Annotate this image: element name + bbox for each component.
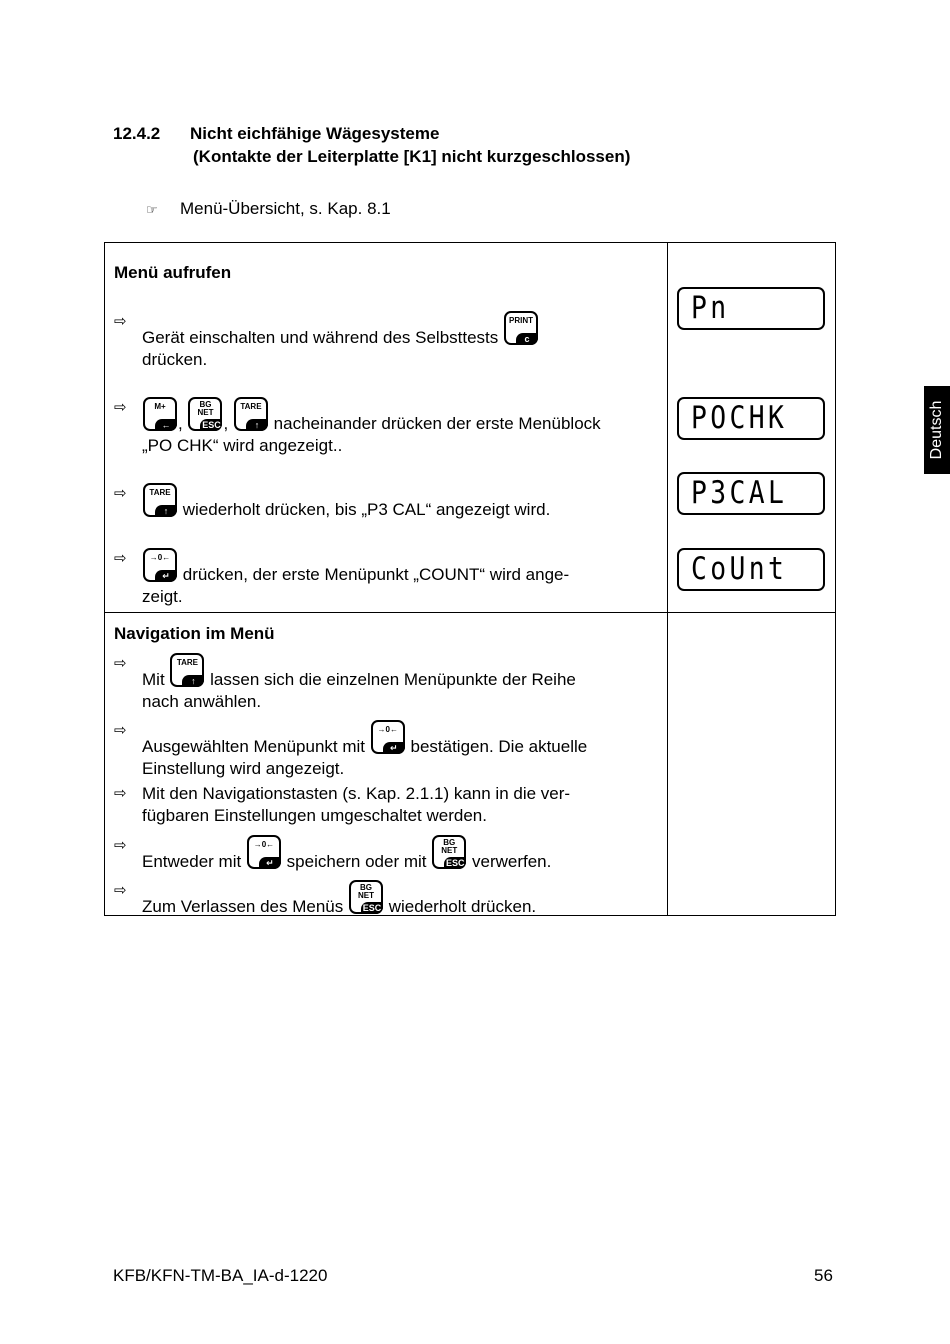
document-id: KFB/KFN-TM-BA_IA-d-1220 [113,1266,328,1285]
step-exit-menu: ⇨ Zum Verlassen des Menüs BG NET ESC wiederholt drücken. [114,882,537,916]
mplus-key-icon: M+ ← [143,397,177,431]
arrow-icon: ⇨ [114,785,127,802]
arrow-icon: ⇨ [114,837,127,854]
section-navigation-title: Navigation im Menü [114,624,275,643]
step-confirm-item: ⇨ Ausgewählten Menüpunkt mit →0← ↵ bestätigen. Die aktuelle Einstellung wird angezeigt. [114,722,588,778]
step-navigation-keys: ⇨ Mit den Navigationstasten (s. Kap. 2.1.1) kann in die ver- fügbaren Einstellungen umgeschaltet werden. [114,784,571,825]
section-menu-aufrufen-title: Menü aufrufen [114,263,232,282]
section-number: 12.4.2 [113,124,161,143]
net-esc-key-icon: BG NET ESC [349,880,383,914]
arrow-icon: ⇨ [114,655,127,672]
zero-key-icon: →0← ↵ [247,835,281,869]
arrow-icon: ⇨ [114,882,127,899]
step-switch-on: ⇨ Gerät einschalten und während des Selbsttests PRINT c drücken. [114,311,662,371]
menu-reference [146,199,391,219]
row-divider [105,612,835,613]
lcd-display-pochk: POCHK [677,397,825,440]
language-label: Deutsch [928,400,945,460]
net-esc-key-icon: BG NET ESC [432,835,466,869]
step-navigate-tare: ⇨ Mit TARE ↑ lassen sich die einzelnen Menüpunkte der Reihe nach anwählen. [114,655,576,711]
tare-key-icon: TARE ↑ [143,483,177,517]
lcd-display-pn: Pn [677,287,825,330]
step-tare-repeat: ⇨ TARE ↑ wiederholt drücken, bis „P3 CAL“ angezeigt wird. [114,485,551,519]
section-heading [113,122,630,168]
step-save-or-discard: ⇨ Entweder mit →0← ↵ speichern oder mit BG NET ESC verwerfen. [114,837,552,871]
tare-key-icon: TARE ↑ [170,653,204,687]
print-key-icon: PRINT c [504,311,538,345]
arrow-icon: ⇨ [114,485,127,502]
arrow-icon: ⇨ [114,313,127,330]
column-divider [667,243,668,915]
section-title: Nicht eichfähige Wägesysteme [190,124,440,143]
tare-key-icon: TARE ↑ [234,397,268,431]
arrow-icon: ⇨ [114,550,127,567]
net-esc-key-icon: BG NET ESC [188,397,222,431]
zero-key-icon: →0← ↵ [143,548,177,582]
section-subtitle: (Kontakte der Leiterplatte [K1] nicht kurzgeschlossen) [193,147,631,166]
lcd-display-p3cal: P3CAL [677,472,825,515]
page-number: 56 [814,1266,833,1285]
arrow-icon: ⇨ [114,722,127,739]
step-key-sequence: ⇨ M+ ← , BG NET ESC , TARE ↑ nacheinander drücken der erste Menüblock „PO CHK“ wird angezeigt.. [114,399,601,455]
instruction-table [104,242,836,916]
arrow-icon: ⇨ [114,399,127,416]
lcd-display-count: CoUnt [677,548,825,591]
zero-key-icon: →0← ↵ [371,720,405,754]
step-zero-key: ⇨ →0← ↵ drücken, der erste Menüpunkt „COUNT“ wird ange- zeigt. [114,550,570,606]
menu-reference-text: Menü-Übersicht, s. Kap. 8.1 [180,199,391,218]
pointing-hand-icon: ☞ [146,202,158,217]
language-side-tab [924,386,950,474]
